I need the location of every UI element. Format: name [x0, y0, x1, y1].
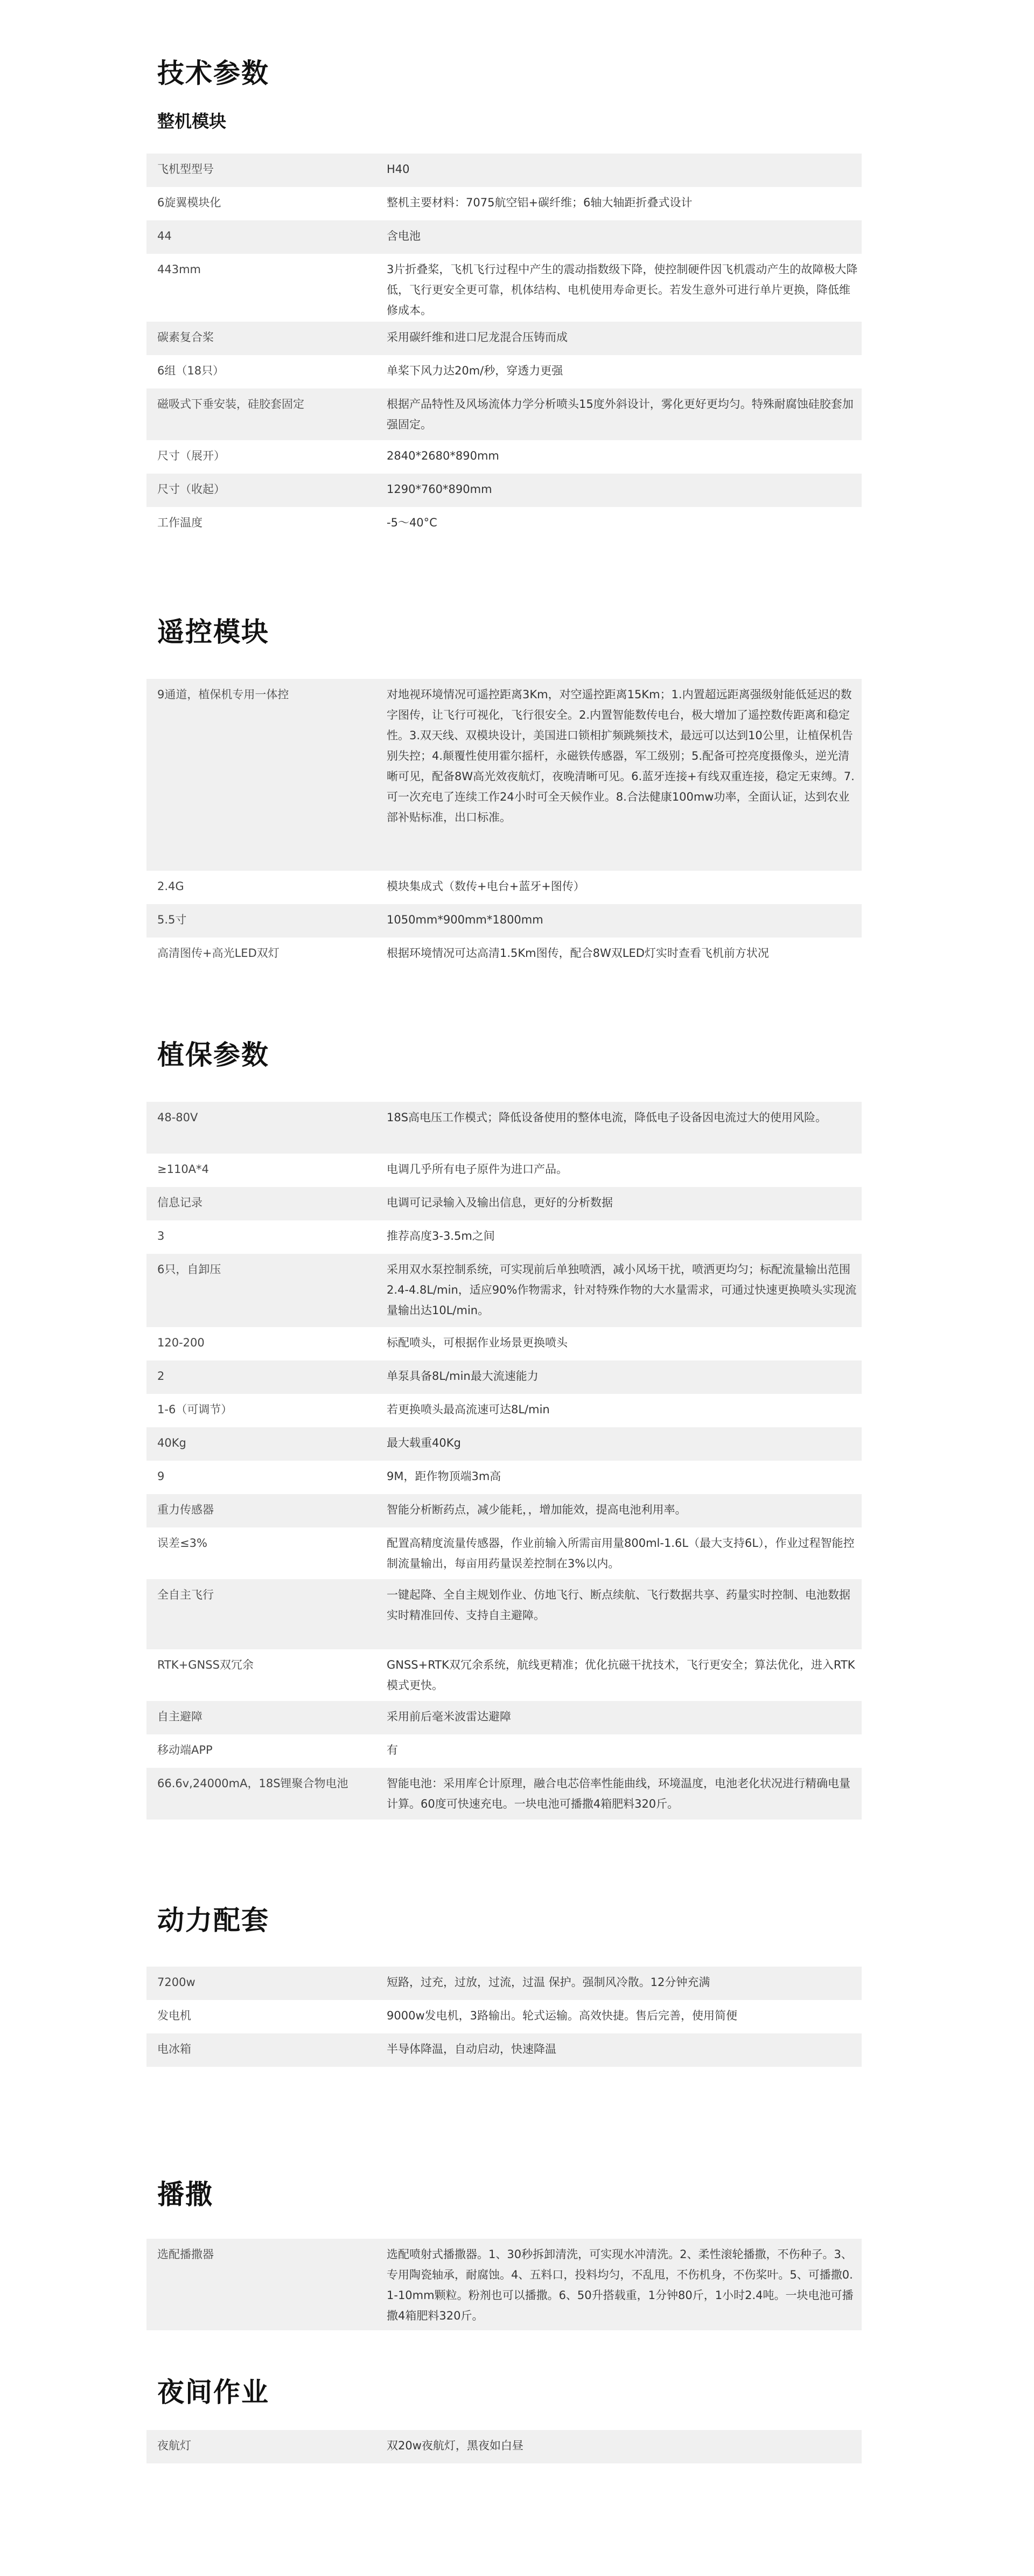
table-row — [146, 154, 862, 187]
row-label: 夜航灯 — [157, 2439, 191, 2452]
row-label: 工作温度 — [157, 516, 202, 529]
section-title: 遥控模块 — [157, 616, 269, 648]
row-label: 6旋翼模块化 — [157, 196, 221, 209]
row-value: 半导体降温，自动启动，快速降温 — [387, 2043, 556, 2056]
row-value: 3片折叠桨，飞机飞行过程中产生的震动指数级下降，使控制硬件因飞机震动产生的故障极大降低，飞行更安全更可靠，机体结构、电机使用寿命更长。若发生意外可进行单片更换，降低维修成本。 — [387, 263, 858, 317]
table-row — [146, 2430, 862, 2463]
row-value: 一键起降、全自主规划作业、仿地飞行、断点续航、飞行数据共享、药量实时控制、电池数据实时精准回传、支持自主避障。 — [387, 1588, 850, 1622]
row-value: 智能电池：采用库仑计原理，融合电芯倍率性能曲线，环境温度，电池老化状况进行精确电量计算。60度可快速充电。一块电池可播撒4箱肥料320斤。 — [387, 1777, 850, 1810]
row-value: 电调几乎所有电子原件为进口产品。 — [387, 1163, 568, 1176]
table-row — [146, 187, 862, 220]
section-title: 技术参数 — [157, 58, 269, 89]
row-label: 3 — [157, 1230, 165, 1242]
table-row — [146, 1187, 862, 1220]
row-label: 1-6（可调节） — [157, 1403, 233, 1416]
table-row — [146, 2000, 862, 2033]
row-label: 2 — [157, 1370, 165, 1383]
table-row — [146, 1461, 862, 1494]
row-label: 碳素复合桨 — [157, 331, 214, 344]
row-value: 最大载重40Kg — [387, 1436, 461, 1449]
row-label: 443mm — [157, 263, 201, 276]
row-value: 智能分析断药点，减少能耗，，增加能效，提高电池利用率。 — [387, 1503, 687, 1516]
row-label: 尺寸（收起） — [157, 483, 225, 496]
row-value: 9000w发电机，3路输出。轮式运输。高效快捷。售后完善，使用简便 — [387, 2009, 737, 2022]
row-value: 采用前后毫米波雷达避障 — [387, 1710, 511, 1723]
row-label: 6只，自卸压 — [157, 1263, 221, 1276]
row-label: 电冰箱 — [157, 2043, 191, 2056]
table-row — [146, 1254, 862, 1327]
row-label: 尺寸（展开） — [157, 449, 225, 462]
row-label: ≥110A*4 — [157, 1163, 209, 1176]
row-value: 单桨下风力达20m/秒，穿透力更强 — [387, 364, 563, 377]
row-label: 高清图传+高光LED双灯 — [157, 947, 280, 960]
table-row — [146, 1701, 862, 1734]
row-value: 推荐高度3-3.5m之间 — [387, 1230, 495, 1242]
row-label: 信息记录 — [157, 1196, 202, 1209]
row-label: 全自主飞行 — [157, 1588, 214, 1601]
row-label: 飞机型型号 — [157, 163, 214, 176]
row-label: 误差≤3% — [157, 1537, 207, 1550]
row-value: 标配喷头，可根据作业场景更换喷头 — [387, 1336, 568, 1349]
section-title: 夜间作业 — [157, 2377, 269, 2408]
section-title: 播撒 — [157, 2179, 213, 2210]
row-value: 9M，距作物顶端3m高 — [387, 1470, 501, 1483]
row-value: 1050mm*900mm*1800mm — [387, 913, 543, 926]
table-row — [146, 1734, 862, 1768]
table-row — [146, 474, 862, 507]
row-label: 40Kg — [157, 1436, 186, 1449]
table-row — [146, 220, 862, 254]
row-value: 配置高精度流量传感器，作业前输入所需亩用量800ml-1.6L（最大支持6L），作业过程智能控制流量输出，每亩用药量误差控制在3%以内。 — [387, 1537, 855, 1570]
table-row — [146, 1579, 862, 1649]
row-value: 1290*760*890mm — [387, 483, 492, 496]
row-value: 选配喷射式播撒器。1、30秒拆卸清洗，可实现水冲清洗。2、柔性滚轮播撒，不伤种子。3、专用陶瓷轴承，耐腐蚀。4、五料口，投料均匀，不乱甩，不伤机身，不伤桨叶。5、可播撒0.1-10mm颗粒。粉剂也可以播撒。6、50升搭载重，1分钟80斤，1小时2.4吨。一块电池可播撒4箱肥料320斤。 — [387, 2248, 854, 2322]
table-row — [146, 1967, 862, 2000]
table-row — [146, 904, 862, 938]
table-row — [146, 322, 862, 355]
table-row — [146, 1220, 862, 1254]
row-label: 移动端APP — [157, 1744, 213, 1756]
row-value: H40 — [387, 163, 410, 176]
row-label: 66.6v,24000mA，18S锂聚合物电池 — [157, 1777, 348, 1790]
row-label: 自主避障 — [157, 1710, 202, 1723]
row-value: 模块集成式（数传+电台+蓝牙+图传） — [387, 880, 585, 893]
table-row — [146, 1154, 862, 1187]
row-label: 2.4G — [157, 880, 184, 893]
row-value: 电调可记录输入及输出信息，更好的分析数据 — [387, 1196, 613, 1209]
section-title: 植保参数 — [157, 1039, 269, 1071]
table-row — [146, 1768, 862, 1820]
row-label: 发电机 — [157, 2009, 191, 2022]
table-row — [146, 2033, 862, 2067]
table-row — [146, 1494, 862, 1527]
table-row — [146, 1360, 862, 1394]
row-label: 5.5寸 — [157, 913, 187, 926]
row-label: 磁吸式下垂安装，硅胶套固定 — [157, 398, 304, 411]
row-label: 重力传感器 — [157, 1503, 214, 1516]
table-row — [146, 679, 862, 871]
table-row — [146, 1427, 862, 1461]
row-label: 选配播撒器 — [157, 2248, 214, 2261]
row-value: 根据环境情况可达高清1.5Km图传，配合8W双LED灯实时查看飞机前方状况 — [387, 947, 769, 960]
row-value: 有 — [387, 1744, 398, 1756]
table-row — [146, 355, 862, 388]
section-subtitle: 整机模块 — [157, 111, 227, 131]
row-value: 短路，过充，过放，过流，过温 保护。强制风冷散。12分钟充满 — [387, 1976, 710, 1989]
row-label: RTK+GNSS双冗余 — [157, 1658, 254, 1671]
table-row — [146, 507, 862, 540]
row-value: -5～40°C — [387, 516, 437, 529]
row-label: 120-200 — [157, 1336, 205, 1349]
row-value: 若更换喷头最高流速可达8L/min — [387, 1403, 550, 1416]
table-row — [146, 1527, 862, 1579]
table-row — [146, 2239, 862, 2330]
table-row — [146, 1394, 862, 1427]
table-row — [146, 938, 862, 971]
table-row — [146, 440, 862, 474]
table-row — [146, 388, 862, 440]
row-value: GNSS+RTK双冗余系统，航线更精准；优化抗磁干扰技术，飞行更安全；算法优化，进入RTK模式更快。 — [387, 1658, 855, 1692]
row-value: 整机主要材料：7075航空铝+碳纤维；6轴大轴距折叠式设计 — [387, 196, 693, 209]
table-row — [146, 1649, 862, 1701]
row-value: 根据产品特性及风场流体力学分析喷头15度外斜设计，雾化更好更均匀。特殊耐腐蚀硅胶套加强固定。 — [387, 398, 854, 431]
row-value: 单泵具备8L/min最大流速能力 — [387, 1370, 539, 1383]
table-row — [146, 254, 862, 322]
row-label: 44 — [157, 230, 172, 242]
row-label: 6组（18只） — [157, 364, 225, 377]
section-title: 动力配套 — [157, 1905, 269, 1936]
row-label: 48-80V — [157, 1111, 198, 1124]
row-value: 2840*2680*890mm — [387, 449, 499, 462]
row-value: 含电池 — [387, 230, 421, 242]
table-row — [146, 1102, 862, 1154]
row-value: 采用碳纤维和进口尼龙混合压铸而成 — [387, 331, 568, 344]
row-value: 双20w夜航灯，黑夜如白昼 — [387, 2439, 523, 2452]
row-label: 7200w — [157, 1976, 195, 1989]
table-row — [146, 1327, 862, 1360]
row-value: 18S高电压工作模式；降低设备使用的整体电流，降低电子设备因电流过大的使用风险。 — [387, 1111, 827, 1124]
row-label: 9 — [157, 1470, 165, 1483]
table-row — [146, 871, 862, 904]
row-label: 9通道，植保机专用一体控 — [157, 688, 289, 701]
row-value: 采用双水泵控制系统，可实现前后单独喷洒，减小风场干扰，喷洒更均匀；标配流量输出范围2.4-4.8L/min，适应90%作物需求，针对特殊作物的大水量需求，可通过快速更换喷头实现流量输出达10L/min。 — [387, 1263, 857, 1317]
row-value: 对地视环境情况可遥控距离3Km，对空遥控距离15Km；1.内置超远距离强级射能低延迟的数字图传，让飞行可视化，飞行很安全。2.内置智能数传电台，极大增加了遥控数传距离和稳定性。3.双天线、双模块设计，美国进口锁相扩频跳频技术，最远可以达到10公里，让植保机告别失控；4.颠覆性使用霍尔摇杆，永磁铁传感器，军工级别；5.配备可控亮度摄像头，逆光清晰可见，配备8W高光效夜航灯，夜晚清晰可见。6.蓝牙连接+有线双重连接，稳定无束缚。7.可一次充电了连续工作24小时可全天候作业。8.合法健康100mw功率，全面认证，达到农业部补贴标准，出口标准。 — [387, 688, 855, 824]
